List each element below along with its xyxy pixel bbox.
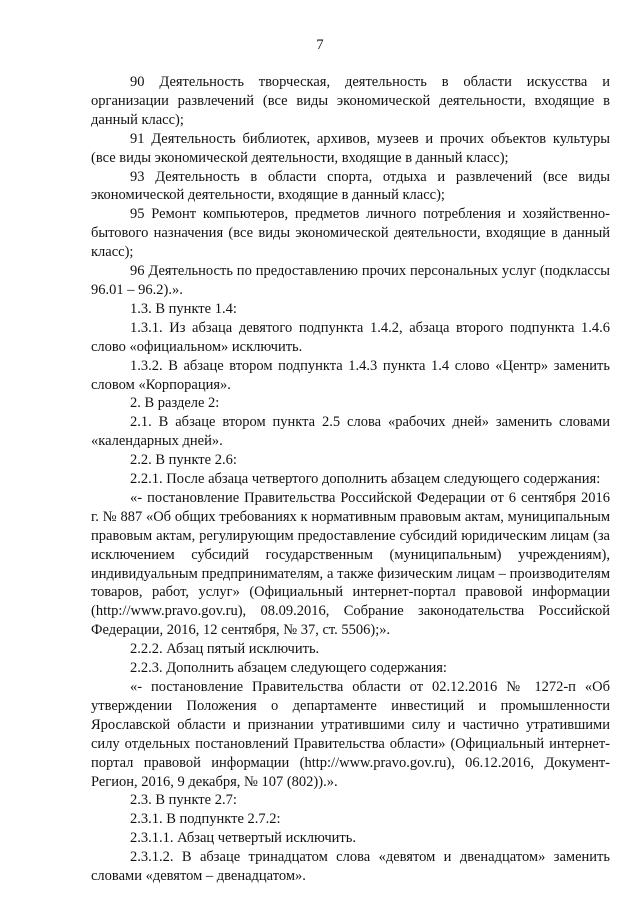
- paragraph: 2. В разделе 2:: [130, 395, 220, 412]
- paragraph: 90 Деятельность творческая, деятельность в области искусства и организации развлечений (все виды экономической деятельности, входящие в данный класс);: [91, 74, 610, 128]
- paragraph: «- постановление Правительства области от 02.12.2016 № 1272-п «Об утверждении Положения о департаменте инвестиций и промышленности Ярославской области и признании утратившими силу и частично утратившими силу отдельных постановлений Правительства области» (Официальный интернет-портал правовой информации (http://www.pravo.gov.ru), 06.12.2016, Документ-Регион, 2016, 9 декабря, № 107 (802)).».: [91, 679, 610, 790]
- paragraph: 93 Деятельность в области спорта, отдыха и развлечений (все виды экономической деятельности, входящие в данный класс);: [91, 168, 610, 204]
- paragraph: 2.2.1. После абзаца четвертого дополнить абзацем следующего содержания:: [130, 471, 601, 488]
- paragraph: 96 Деятельность по предоставлению прочих персональных услуг (подклассы 96.01 – 96.2).».: [91, 263, 610, 298]
- paragraph: 1.3.2. В абзаце втором подпункта 1.4.3 пункта 1.4 слово «Центр» заменить словом «Корпорация».: [91, 357, 610, 393]
- document-body: [91, 73, 610, 886]
- paragraph: 2.2.3. Дополнить абзацем следующего содержания:: [130, 660, 447, 677]
- paragraph: 2.3.1.1. Абзац четвертый исключить.: [130, 830, 356, 847]
- paragraph: 2.3.1.2. В абзаце тринадцатом слова «девятом и двенадцатом» заменить словами «девятом – двенадцатом».: [91, 849, 610, 885]
- paragraph: 2.3. В пункте 2.7:: [130, 792, 237, 809]
- page-number: 7: [316, 37, 324, 53]
- paragraph: «- постановление Правительства Российской Федерации от 6 сентября 2016 г. № 887 «Об общих требованиях к нормативным правовым актам, муниципальным правовым актам, регулирующим предоставление субсидий юридическим лицам (за исключением субсидий государственным (муниципальным) учреждениям), индивидуальным предпринимателям, а также физическим лицам – производителям товаров, работ, услуг» (Официальный интернет-портал правовой информации (http://www.pravo.gov.ru), 08.09.2016, Собрание законодательства Российской Федерации, 2016, 12 сентября, № 37, ст. 5506);».: [91, 489, 610, 639]
- paragraph: 2.3.1. В подпункте 2.7.2:: [130, 811, 281, 828]
- paragraph: 2.1. В абзаце втором пункта 2.5 слова «рабочих дней» заменить словами «календарных дней».: [91, 414, 610, 450]
- paragraph: 1.3.1. Из абзаца девятого подпункта 1.4.2, абзаца второго подпункта 1.4.6 слово «официальном» исключить.: [91, 319, 610, 355]
- paragraph: 2.2. В пункте 2.6:: [130, 452, 237, 469]
- paragraph: 1.3. В пункте 1.4:: [130, 300, 237, 317]
- paragraph: 95 Ремонт компьютеров, предметов личного потребления и хозяйственно-бытового назначения (все виды экономической деятельности, входящие в данный класс);: [91, 206, 610, 261]
- paragraph: 91 Деятельность библиотек, архивов, музеев и прочих объектов культуры (все виды экономической деятельности, входящие в данный класс);: [91, 130, 610, 166]
- paragraph: 2.2.2. Абзац пятый исключить.: [130, 641, 320, 658]
